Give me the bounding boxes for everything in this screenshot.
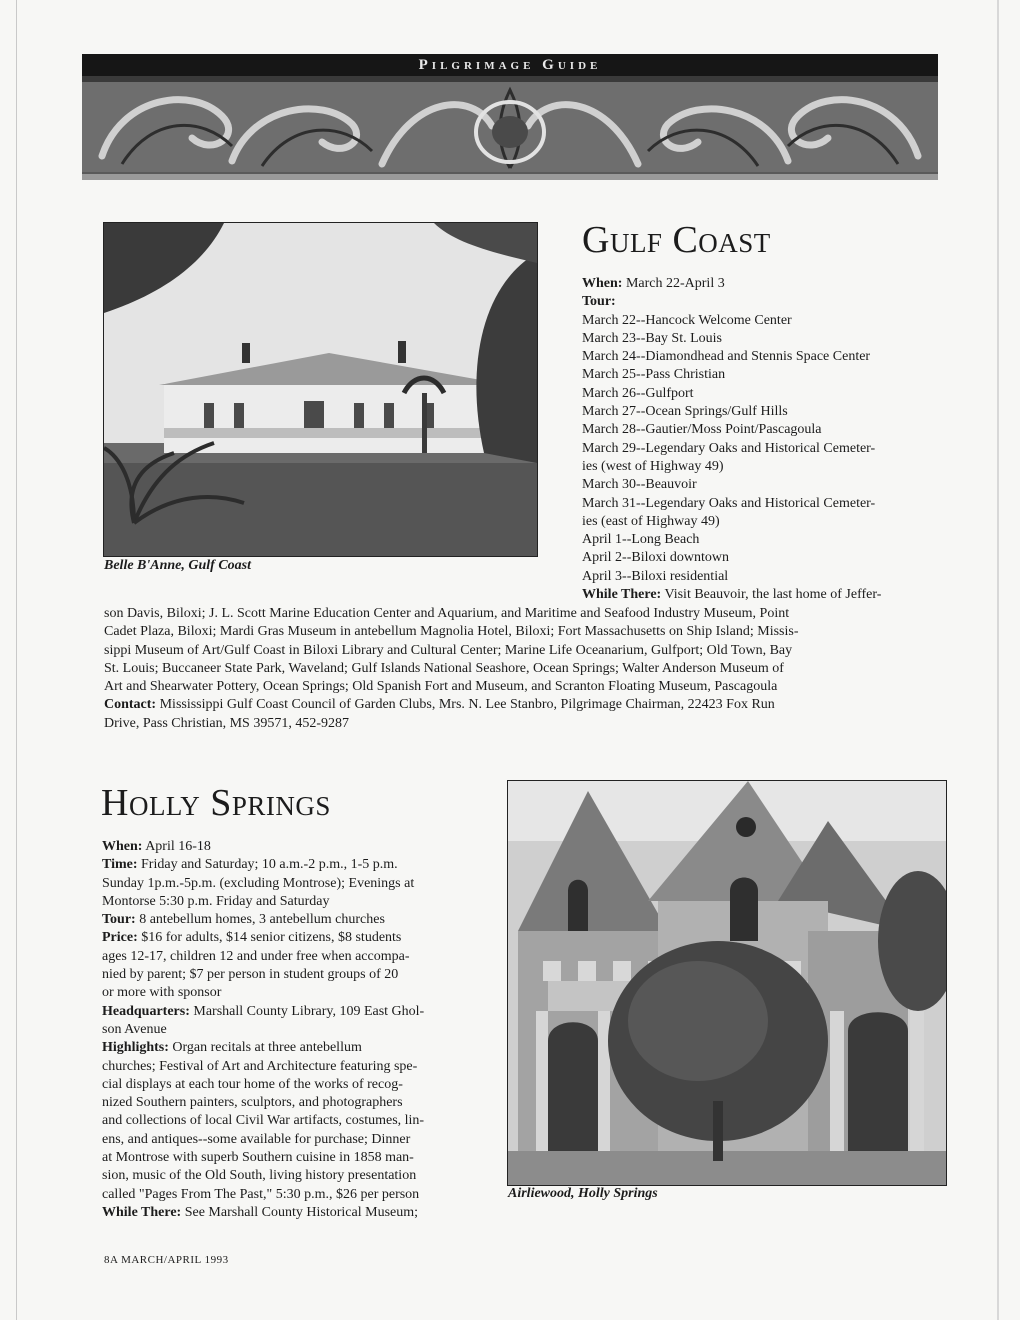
highlights-text: and collections of local Civil War artifacts, costumes, lin- [102, 1113, 425, 1129]
highlights-first: Organ recitals at three antebellum [172, 1040, 362, 1056]
tour-item: March 24--Diamondhead and Stennis Space Center [582, 349, 871, 365]
highlights-label: Highlights: [102, 1040, 169, 1056]
contact-label: Contact: [104, 697, 157, 713]
tour-item: April 2--Biloxi downtown [582, 550, 729, 566]
header-banner [82, 54, 938, 186]
highlights-text: nized Southern painters, sculptors, and photographers [102, 1095, 403, 1111]
headquarters-first: Marshall County Library, 109 East Ghol- [193, 1003, 425, 1019]
headquarters-line [102, 1003, 492, 1021]
tour-item: March 30--Beauvoir [582, 477, 697, 493]
while-there-first: Visit Beauvoir, the last home of Jeffer- [664, 587, 882, 603]
price-text: nied by parent; $7 per person in student groups of 20 [102, 967, 399, 983]
time-first: Friday and Saturday; 10 a.m.-2 p.m., 1-5 p.m. [141, 857, 398, 873]
contact-first: Mississippi Gulf Coast Council of Garden Clubs, Mrs. N. Lee Stanbro, Pilgrimage Chairman, 22423 Fox Run [159, 697, 775, 713]
time-text: Sunday 1p.m.-5p.m. (excluding Montrose); Evenings at [102, 875, 415, 891]
gulf-coast-while-there [104, 605, 964, 733]
when-value: April 16-18 [145, 839, 211, 854]
tour-item: March 31--Legendary Oaks and Historical Cemeter- [582, 495, 876, 511]
page-footer: 8A MARCH/APRIL 1993 [104, 1254, 229, 1266]
while-there-value: See Marshall County Historical Museum; [184, 1204, 419, 1220]
while-there-label: While There: [102, 1204, 182, 1220]
tour-item: April 3--Biloxi residential [582, 568, 729, 584]
while-there-text: Art and Shearwater Pottery, Ocean Springs; Old Spanish Fort and Museum, and Scranton Floating Museum, Pascagoula [104, 679, 778, 695]
while-there-text: St. Louis; Buccaneer State Park, Waveland; Gulf Islands National Seashore, Ocean Springs; Walter Anderson Museum of [104, 660, 784, 676]
tour-label: Tour: [102, 912, 136, 928]
highlights-line [102, 1039, 492, 1057]
tour-item: March 26--Gulfport [582, 385, 694, 401]
contact-line [104, 696, 964, 714]
price-first: $16 for adults, $14 senior citizens, $8 students [141, 930, 402, 946]
time-label: Time: [102, 857, 138, 873]
price-line [102, 929, 492, 947]
when-label: When: [582, 276, 623, 291]
headquarters-text: son Avenue [102, 1021, 167, 1037]
tour-item: March 29--Legendary Oaks and Historical Cemeter- [582, 440, 876, 456]
price-text: or more with sponsor [102, 985, 222, 1001]
photo-caption: Airliewood, Holly Springs [508, 1186, 658, 1201]
section-heading: Holly Springs [101, 782, 331, 824]
when-line [102, 838, 492, 856]
highlights-text: at Montrose with superb Southern cuisine in 1858 man- [102, 1150, 414, 1166]
highlights-text: sion, music of the Old South, living history presentation [102, 1168, 417, 1184]
photo-caption: Belle B'Anne, Gulf Coast [104, 558, 252, 573]
price-text: ages 12-17, children 12 and under free when accompa- [102, 948, 410, 964]
airliewood-photo [507, 780, 947, 1186]
highlights-text: cial displays at each tour home of the works of recog- [102, 1076, 403, 1092]
page-edge [16, 0, 17, 1320]
page-edge [997, 0, 999, 1320]
section-heading: Gulf Coast [582, 219, 771, 261]
highlights-text: ens, and antiques--some available for purchase; Dinner [102, 1131, 411, 1147]
tour-item: March 28--Gautier/Moss Point/Pascagoula [582, 422, 822, 438]
tour-item: April 1--Long Beach [582, 532, 700, 548]
while-there-text: sippi Museum of Art/Gulf Coast in Biloxi Library and Cultural Center; Marine Life Oceanarium, Gulfport; Old Town, Bay [104, 642, 793, 658]
while-there-label: While There: [582, 587, 662, 603]
highlights-text: called "Pages From The Past," 5:30 p.m., $26 per person [102, 1186, 420, 1202]
tour-line [102, 911, 492, 929]
when-line [582, 275, 962, 293]
while-there-text: son Davis, Biloxi; J. L. Scott Marine Education Center and Aquarium, and Maritime and Seafood Industry Museum, Point [104, 606, 790, 621]
tour-item: March 25--Pass Christian [582, 367, 726, 383]
headquarters-label: Headquarters: [102, 1003, 190, 1019]
gulf-coast-details [582, 275, 962, 604]
while-there-text: Cadet Plaza, Biloxi; Mardi Gras Museum in antebellum Magnolia Hotel, Biloxi; Fort Massachusetts on Ship Island; Missis- [104, 624, 799, 640]
holly-springs-details [102, 838, 492, 1222]
while-there-line [102, 1204, 492, 1222]
belle-banne-photo [103, 222, 538, 557]
when-value: March 22-April 3 [625, 276, 725, 291]
tour-item: March 22--Hancock Welcome Center [582, 312, 792, 328]
time-text: Montorse 5:30 p.m. Friday and Saturday [102, 893, 330, 909]
while-there-line [582, 586, 962, 604]
banner-rule [82, 172, 938, 180]
tour-item: March 27--Ocean Springs/Gulf Hills [582, 404, 788, 420]
tour-label: Tour: [582, 294, 616, 310]
time-line [102, 856, 492, 874]
price-label: Price: [102, 930, 138, 946]
tour-value: 8 antebellum homes, 3 antebellum churches [139, 912, 385, 928]
contact-text: Drive, Pass Christian, MS 39571, 452-9287 [104, 715, 349, 731]
tour-item: ies (west of Highway 49) [582, 458, 724, 474]
tour-item: ies (east of Highway 49) [582, 513, 720, 529]
tour-item: March 23--Bay St. Louis [582, 330, 722, 346]
banner-title: Pilgrimage Guide [82, 54, 938, 76]
when-label: When: [102, 839, 143, 854]
highlights-text: churches; Festival of Art and Architecture featuring spe- [102, 1058, 418, 1074]
ornament-scroll-image [82, 76, 938, 172]
